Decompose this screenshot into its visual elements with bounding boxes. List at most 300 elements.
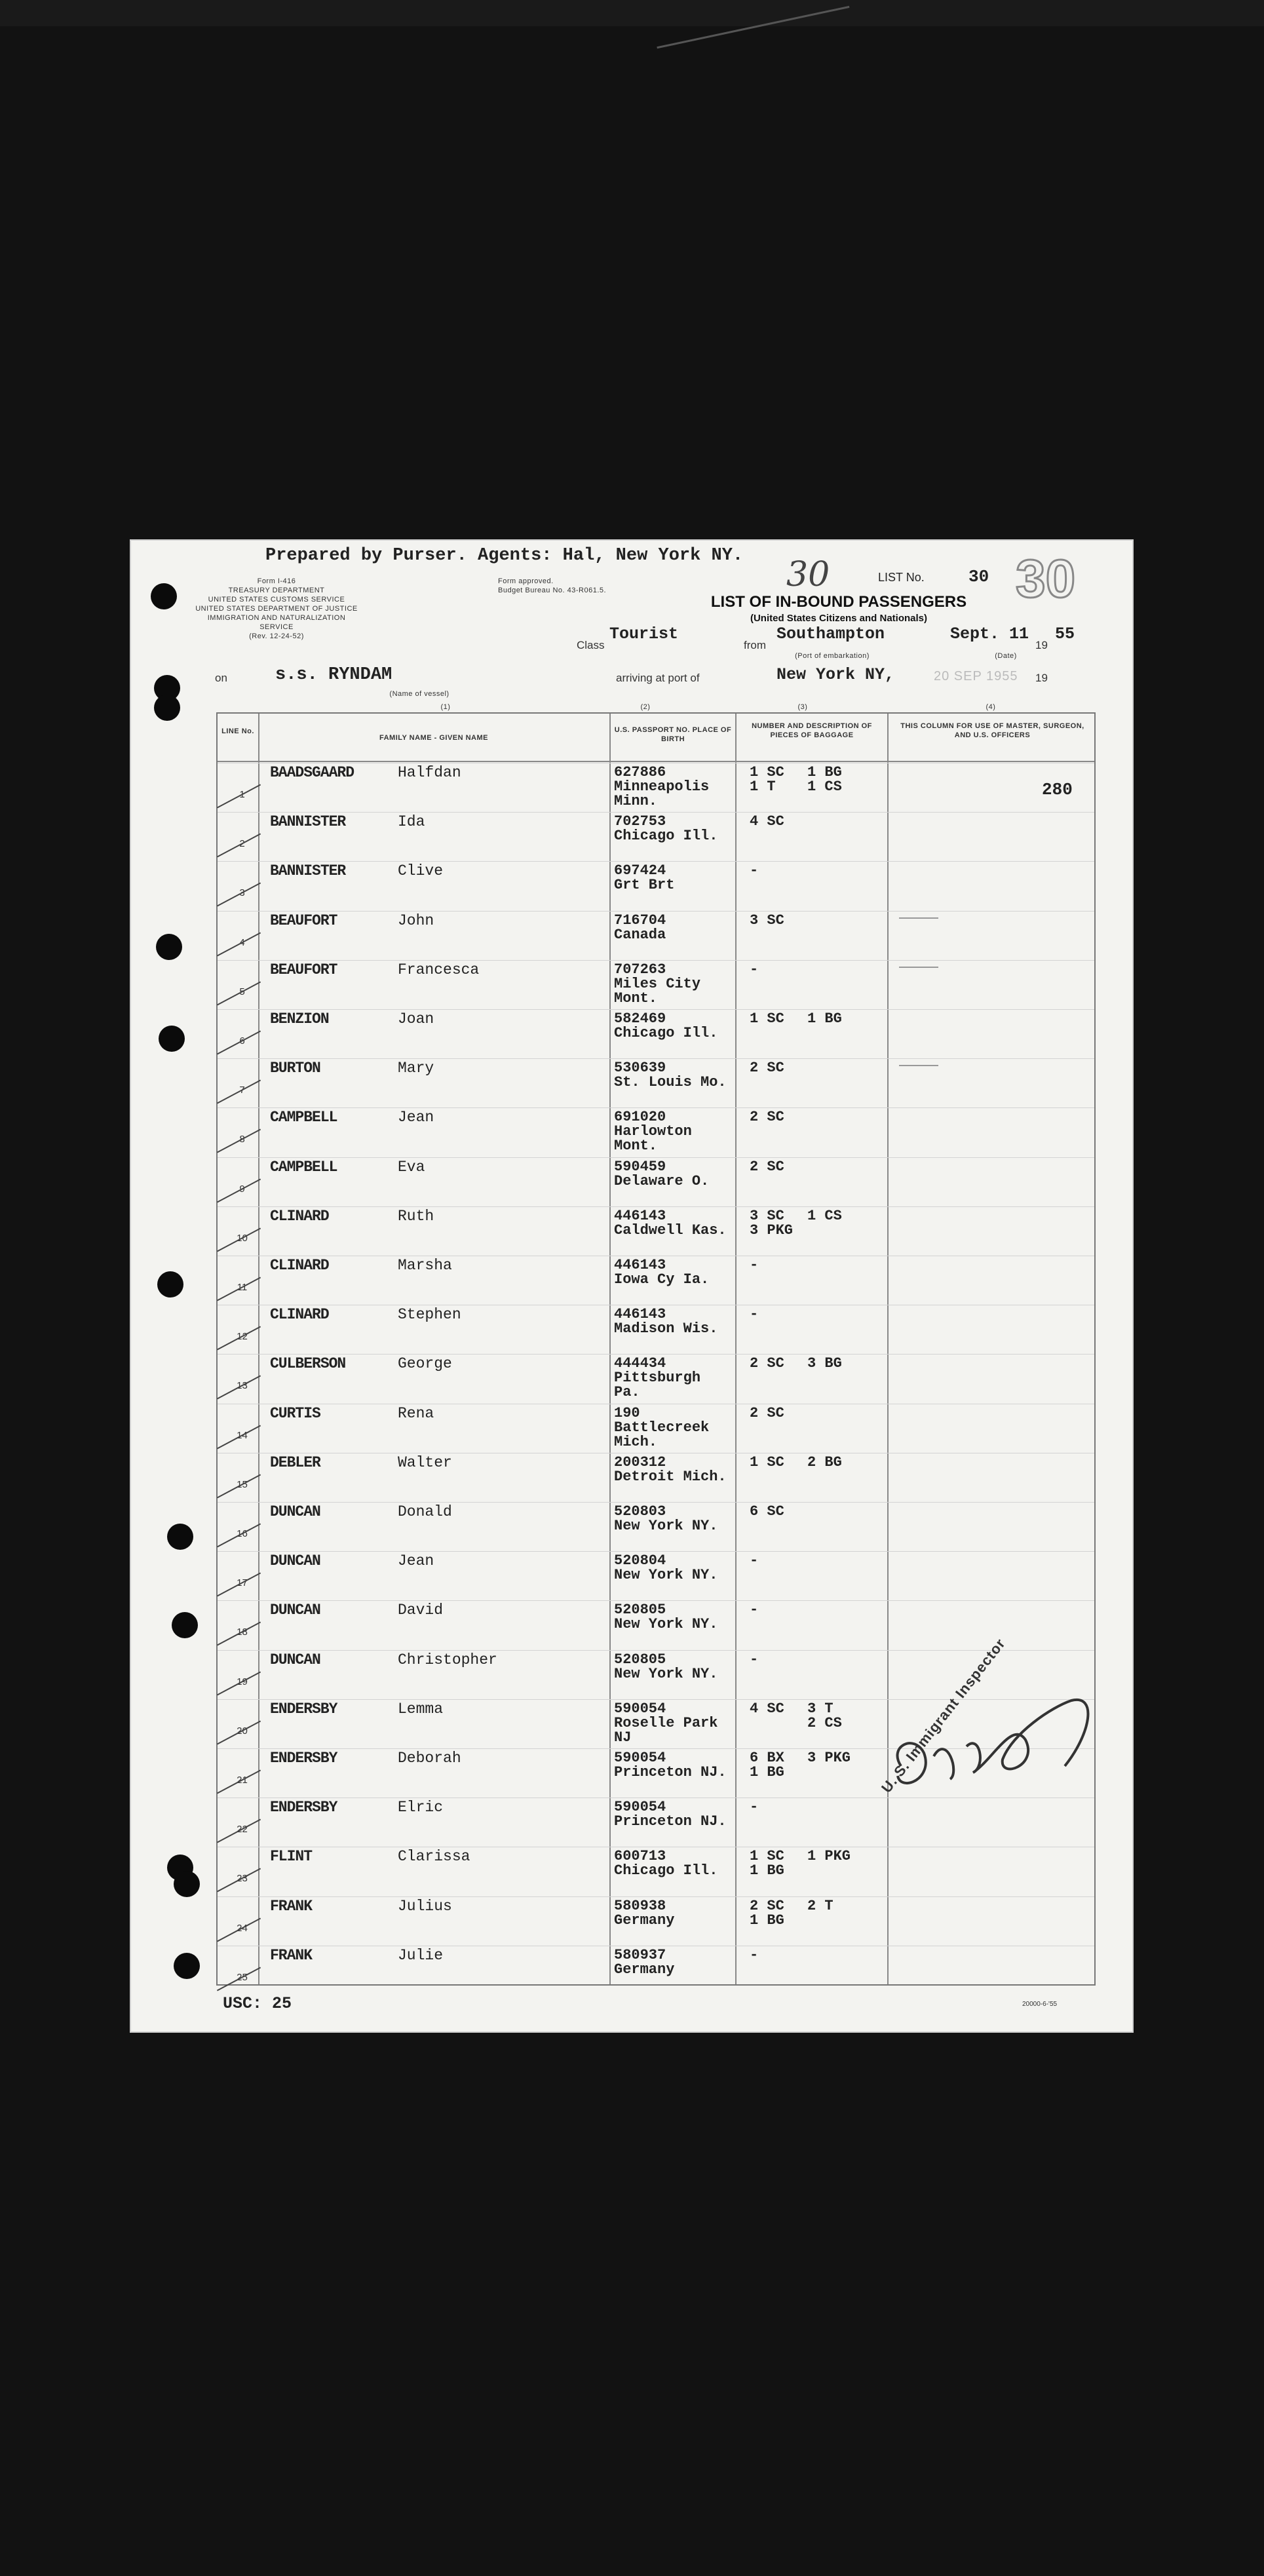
form-line: TREASURY DEPARTMENT xyxy=(228,586,325,594)
given-name: Clarissa xyxy=(398,1848,470,1866)
line-number: 23 xyxy=(237,1873,248,1885)
passport-number: 520803 xyxy=(614,1503,666,1520)
baggage-pieces: 4 SC xyxy=(750,1700,784,1717)
given-name: George xyxy=(398,1355,452,1373)
arriving-label: arriving at port of xyxy=(616,672,700,684)
place-of-birth: Madison Wis. xyxy=(614,1320,718,1337)
form-line: IMMIGRATION AND NATURALIZATION SERVICE xyxy=(207,614,346,631)
check-mark xyxy=(217,981,261,1005)
handwritten-number: 30 xyxy=(786,555,830,594)
baggage-pieces: 3 SC xyxy=(750,912,784,929)
table-row xyxy=(218,1946,1094,1995)
form-line: UNITED STATES DEPARTMENT OF JUSTICE xyxy=(195,605,358,613)
punch-hole xyxy=(172,1612,198,1638)
passport-cell xyxy=(614,1603,732,1632)
pencil-dash xyxy=(899,1065,938,1066)
baggage-pieces: - xyxy=(750,1257,759,1273)
baggage-pieces: - xyxy=(750,1552,759,1569)
row-divider xyxy=(218,1206,1094,1207)
check-mark xyxy=(217,1671,261,1695)
row-divider xyxy=(218,861,1094,862)
given-name: Joan xyxy=(398,1010,434,1028)
baggage-pieces: 1 SC 1 BG xyxy=(750,1848,784,1879)
passport-number: 627886 xyxy=(614,764,666,780)
baggage-pieces-extra: 3 PKG xyxy=(807,1750,851,1766)
passport-number: 702753 xyxy=(614,813,666,830)
given-name: Christopher xyxy=(398,1651,497,1668)
table-row xyxy=(218,1305,1094,1355)
list-no-label: LIST No. xyxy=(878,571,925,584)
line-number: 25 xyxy=(237,1971,248,1983)
given-name: Stephen xyxy=(398,1306,461,1324)
passport-number: 707263 xyxy=(614,961,666,978)
passport-cell xyxy=(614,1160,732,1189)
table-row xyxy=(218,1453,1094,1503)
arrival-date-stamp: 20 SEP 1955 xyxy=(934,669,1018,683)
baggage-pieces: - xyxy=(750,1799,759,1816)
table-row xyxy=(218,861,1094,911)
prepared-by: Prepared by Purser. Agents: Hal, New York NY. xyxy=(265,546,744,566)
baggage-pieces: 2 SC 1 BG xyxy=(750,1897,784,1929)
baggage-pieces: 3 SC 3 PKG xyxy=(750,1207,794,1239)
form-line: (Rev. 12-24-52) xyxy=(249,632,304,640)
family-name: CULBERSON xyxy=(270,1355,346,1373)
baggage-pieces: - xyxy=(750,1651,759,1668)
line-number: 17 xyxy=(237,1577,248,1589)
line-number: 16 xyxy=(237,1528,248,1539)
family-name: DUNCAN xyxy=(270,1651,320,1668)
given-name: John xyxy=(398,912,434,929)
punch-hole xyxy=(174,1953,200,1979)
family-name: DUNCAN xyxy=(270,1552,320,1570)
given-name: Donald xyxy=(398,1503,452,1520)
place-of-birth: Pittsburgh Pa. xyxy=(614,1370,701,1401)
given-name: Julie xyxy=(398,1946,444,1964)
check-mark xyxy=(217,1178,261,1202)
row-divider xyxy=(218,1354,1094,1355)
line-number: 7 xyxy=(239,1085,245,1096)
passport-number: 590054 xyxy=(614,1750,666,1766)
form-line: Form I-416 xyxy=(257,577,296,585)
place-of-birth: New York NY. xyxy=(614,1665,718,1682)
check-mark xyxy=(217,1573,261,1597)
header-officers: THIS COLUMN FOR USE OF MASTER, SURGEON, AND U.S. OFFICERS xyxy=(900,722,1084,739)
place-of-birth: Princeton NJ. xyxy=(614,1764,727,1780)
passport-cell xyxy=(614,815,732,843)
baggage-pieces: 2 SC xyxy=(750,1158,784,1175)
passport-number: 580938 xyxy=(614,1897,666,1914)
line-number: 14 xyxy=(237,1429,248,1441)
given-name: Rena xyxy=(398,1404,434,1422)
punch-hole xyxy=(167,1524,193,1550)
passport-number: 446143 xyxy=(614,1306,666,1323)
line-number: 11 xyxy=(237,1282,248,1293)
passport-number: 520804 xyxy=(614,1552,666,1569)
place-of-birth: Roselle Park NJ xyxy=(614,1714,718,1746)
given-name: Jean xyxy=(398,1109,434,1126)
passport-cell xyxy=(614,913,732,942)
passport-number: 697424 xyxy=(614,862,666,879)
table-row xyxy=(218,1896,1094,1946)
given-name: Jean xyxy=(398,1552,434,1570)
passport-cell xyxy=(614,1702,732,1745)
check-mark xyxy=(217,1031,261,1055)
row-divider xyxy=(218,1551,1094,1552)
form-number: 20000-6-'55 xyxy=(1022,2001,1058,2008)
check-mark xyxy=(217,1917,261,1942)
header-name: FAMILY NAME - GIVEN NAME xyxy=(379,734,489,742)
given-name: Julius xyxy=(398,1897,452,1915)
place-of-birth: Miles City Mont. xyxy=(614,975,701,1007)
passport-cell xyxy=(614,1012,732,1041)
place-of-birth: Chicago Ill. xyxy=(614,1862,718,1879)
family-name: ENDERSBY xyxy=(270,1700,337,1718)
given-name: Walter xyxy=(398,1453,452,1471)
passport-number: 520805 xyxy=(614,1602,666,1619)
check-mark xyxy=(217,1227,261,1252)
passport-cell xyxy=(614,1307,732,1336)
passport-cell xyxy=(614,1849,732,1878)
row-divider xyxy=(218,960,1094,961)
given-name: Clive xyxy=(398,862,444,880)
baggage-pieces-extra: 2 T xyxy=(807,1897,833,1914)
table-row xyxy=(218,1256,1094,1305)
line-number: 22 xyxy=(237,1824,248,1836)
table-row xyxy=(218,1404,1094,1453)
header-divider xyxy=(218,761,1094,762)
line-number: 20 xyxy=(237,1725,248,1737)
passport-cell xyxy=(614,864,732,893)
passport-number: 520805 xyxy=(614,1651,666,1668)
check-mark xyxy=(217,1474,261,1498)
passport-cell xyxy=(614,1554,732,1583)
baggage-pieces: 6 BX 1 BG xyxy=(750,1750,784,1780)
header-passport: U.S. PASSPORT NO. PLACE OF BIRTH xyxy=(614,726,732,743)
family-name: BANNISTER xyxy=(270,813,346,831)
place-of-birth: Chicago Ill. xyxy=(614,1025,718,1041)
date-caption: (Date) xyxy=(995,652,1017,660)
passport-cell xyxy=(614,1406,732,1450)
line-number: 1 xyxy=(239,789,245,800)
check-mark xyxy=(217,1622,261,1646)
place-of-birth: Germany xyxy=(614,1912,675,1929)
place-of-birth: Grt Brt xyxy=(614,877,675,894)
check-mark xyxy=(217,1425,261,1449)
line-number: 5 xyxy=(239,986,245,997)
row-divider xyxy=(218,1502,1094,1503)
baggage-pieces: 2 SC xyxy=(750,1060,784,1077)
place-of-birth: Minneapolis Minn. xyxy=(614,779,710,809)
check-mark xyxy=(217,1277,261,1301)
line-number: 24 xyxy=(237,1922,248,1934)
check-mark xyxy=(217,1524,261,1548)
table-row xyxy=(218,1206,1094,1256)
line-number: 2 xyxy=(239,838,245,850)
family-name: DUNCAN xyxy=(270,1503,320,1520)
passport-number: 530639 xyxy=(614,1060,666,1077)
passport-cell xyxy=(614,1751,732,1780)
check-mark xyxy=(217,1770,261,1794)
pencil-dash xyxy=(899,917,938,919)
table-row xyxy=(218,1107,1094,1157)
check-mark xyxy=(217,932,261,956)
list-no-value: 30 xyxy=(968,567,989,586)
given-name: Deborah xyxy=(398,1750,461,1767)
passport-number: 446143 xyxy=(614,1257,666,1273)
passport-cell xyxy=(614,1258,732,1287)
usc-count: USC: 25 xyxy=(223,1994,292,2013)
given-name: Ruth xyxy=(398,1207,434,1225)
family-name: CURTIS xyxy=(270,1404,320,1422)
check-mark xyxy=(217,1868,261,1893)
passport-number: 590054 xyxy=(614,1700,666,1717)
family-name: CAMPBELL xyxy=(270,1158,337,1176)
passport-number: 446143 xyxy=(614,1207,666,1224)
on-label: on xyxy=(215,672,227,684)
baggage-pieces: - xyxy=(750,961,759,978)
baggage-pieces: 6 SC xyxy=(750,1503,784,1520)
passport-cell xyxy=(614,1356,732,1400)
given-name: Marsha xyxy=(398,1257,452,1274)
place-of-birth: Chicago Ill. xyxy=(614,828,718,845)
table-row xyxy=(218,911,1094,961)
table-row xyxy=(218,1600,1094,1650)
passport-number: 190 xyxy=(614,1404,640,1421)
row-divider xyxy=(218,1896,1094,1897)
passport-cell xyxy=(614,1948,732,1977)
row-divider xyxy=(218,911,1094,912)
header-baggage: NUMBER AND DESCRIPTION OF PIECES OF BAGGAGE xyxy=(752,722,872,739)
family-name: ENDERSBY xyxy=(270,1799,337,1817)
place-of-birth: Detroit Mich. xyxy=(614,1468,727,1485)
passport-cell xyxy=(614,1455,732,1484)
date-value: Sept. 11 xyxy=(950,625,1029,644)
baggage-pieces-extra: 1 BG 1 CS xyxy=(807,764,842,795)
baggage-pieces: 1 SC xyxy=(750,1010,784,1027)
baggage-pieces-extra: 1 CS xyxy=(807,1207,842,1224)
given-name: Ida xyxy=(398,813,425,831)
place-of-birth: Germany xyxy=(614,1961,675,1978)
baggage-pieces-extra: 3 BG xyxy=(807,1355,842,1372)
place-of-birth: Iowa Cy Ia. xyxy=(614,1271,710,1288)
table-row xyxy=(218,1551,1094,1601)
class-label: Class xyxy=(577,639,605,651)
family-name: BANNISTER xyxy=(270,862,346,880)
form-block xyxy=(191,577,362,641)
check-mark xyxy=(217,1967,261,1991)
year-value: 55 xyxy=(1055,625,1075,644)
family-name: DEBLER xyxy=(270,1453,320,1471)
inspector-stamp: U. S. Immigrant Inspector xyxy=(878,1635,1009,1796)
family-name: BURTON xyxy=(270,1060,320,1077)
family-name: CLINARD xyxy=(270,1306,329,1324)
row-divider xyxy=(218,1058,1094,1059)
check-mark xyxy=(217,1375,261,1400)
passport-cell xyxy=(614,1110,732,1153)
check-mark xyxy=(217,1819,261,1843)
line-number: 12 xyxy=(237,1331,248,1343)
manifest-page xyxy=(131,541,1132,2031)
table-row xyxy=(218,1009,1094,1059)
given-name: Elric xyxy=(398,1799,444,1817)
table-row xyxy=(218,960,1094,1010)
family-name: BEAUFORT xyxy=(270,912,337,929)
family-name: CAMPBELL xyxy=(270,1109,337,1126)
punch-hole xyxy=(174,1871,200,1897)
header-line-no: LINE No. xyxy=(221,727,254,735)
baggage-pieces: 4 SC xyxy=(750,813,784,830)
film-edge xyxy=(0,0,1264,26)
place-of-birth: Canada xyxy=(614,926,666,943)
line-number: 13 xyxy=(237,1380,248,1392)
table-row xyxy=(218,812,1094,862)
table-row xyxy=(218,1502,1094,1552)
line-number: 21 xyxy=(237,1775,248,1786)
from-value: Southampton xyxy=(776,625,885,644)
passport-cell xyxy=(614,1800,732,1829)
family-name: FLINT xyxy=(270,1848,313,1866)
vessel-caption: (Name of vessel) xyxy=(389,690,450,698)
passport-number: 691020 xyxy=(614,1109,666,1126)
line-number: 19 xyxy=(237,1676,248,1687)
line-number: 3 xyxy=(239,887,245,899)
place-of-birth: Harlowton Mont. xyxy=(614,1123,692,1155)
column-number: (4) xyxy=(986,703,996,711)
passport-number: 582469 xyxy=(614,1010,666,1027)
table-row xyxy=(218,763,1094,813)
family-name: DUNCAN xyxy=(270,1602,320,1619)
approved-line: Form approved. xyxy=(498,577,554,585)
punch-hole xyxy=(154,695,180,721)
family-name: FRANK xyxy=(270,1897,313,1915)
check-mark xyxy=(217,1326,261,1351)
line-number: 8 xyxy=(239,1134,245,1145)
line-number: 4 xyxy=(239,936,245,948)
arrival-port: New York NY, xyxy=(776,665,895,684)
baggage-pieces-extra: 2 BG xyxy=(807,1453,842,1471)
check-mark xyxy=(217,883,261,907)
passport-number: 716704 xyxy=(614,912,666,929)
baggage-pieces: 2 SC xyxy=(750,1109,784,1126)
passport-cell xyxy=(614,1653,732,1682)
place-of-birth: New York NY. xyxy=(614,1567,718,1584)
family-name: BEAUFORT xyxy=(270,961,337,978)
passport-number: 590459 xyxy=(614,1158,666,1175)
document-subtitle: (United States Citizens and Nationals) xyxy=(750,613,928,624)
approved-line: Budget Bureau No. 43-R061.5. xyxy=(498,586,607,594)
passport-cell xyxy=(614,963,732,1006)
port-embarkation-caption: (Port of embarkation) xyxy=(795,652,870,660)
place-of-birth: New York NY. xyxy=(614,1616,718,1633)
stamped-list-number: 30 xyxy=(1016,549,1076,609)
passport-number: 590054 xyxy=(614,1799,666,1816)
arrival-year-prefix: 19 xyxy=(1035,672,1048,684)
row-divider xyxy=(218,812,1094,813)
vessel-name: s.s. RYNDAM xyxy=(275,665,393,685)
check-mark xyxy=(217,784,261,809)
pencil-dash xyxy=(899,967,938,968)
baggage-pieces-extra: 1 PKG xyxy=(807,1848,851,1865)
place-of-birth: St. Louis Mo. xyxy=(614,1074,727,1091)
baggage-pieces: - xyxy=(750,1306,759,1323)
given-name: Lemma xyxy=(398,1700,444,1718)
baggage-pieces: 1 SC 1 T xyxy=(750,764,784,795)
passport-cell xyxy=(614,1209,732,1238)
family-name: CLINARD xyxy=(270,1207,329,1225)
column-number: (2) xyxy=(640,703,651,711)
place-of-birth: Princeton NJ. xyxy=(614,1813,727,1830)
passport-cell xyxy=(614,1505,732,1533)
punch-hole xyxy=(151,583,177,609)
row-divider xyxy=(218,1107,1094,1108)
passport-number: 200312 xyxy=(614,1453,666,1471)
class-value: Tourist xyxy=(609,625,679,644)
passport-number: 444434 xyxy=(614,1355,666,1372)
given-name: Halfdan xyxy=(398,764,461,781)
check-mark xyxy=(217,1129,261,1153)
line-number: 9 xyxy=(239,1183,245,1195)
column-number: (1) xyxy=(440,703,451,711)
given-name: David xyxy=(398,1602,444,1619)
baggage-pieces: 2 SC xyxy=(750,1404,784,1421)
form-line: UNITED STATES CUSTOMS SERVICE xyxy=(208,596,345,604)
baggage-pieces: - xyxy=(750,1602,759,1619)
passport-number: 600713 xyxy=(614,1848,666,1865)
baggage-pieces: - xyxy=(750,862,759,879)
family-name: CLINARD xyxy=(270,1257,329,1274)
place-of-birth: New York NY. xyxy=(614,1518,718,1534)
punch-hole xyxy=(159,1026,185,1052)
passport-cell xyxy=(614,1061,732,1090)
document-title: LIST OF IN-BOUND PASSENGERS xyxy=(710,593,967,611)
line-number: 6 xyxy=(239,1035,245,1047)
form-approved xyxy=(498,577,642,595)
table-row xyxy=(218,1157,1094,1207)
check-mark xyxy=(217,1080,261,1104)
check-mark xyxy=(217,1720,261,1744)
table-row xyxy=(218,1058,1094,1108)
baggage-pieces-extra: 1 BG xyxy=(807,1010,842,1027)
given-name: Mary xyxy=(398,1060,434,1077)
row-divider xyxy=(218,1009,1094,1010)
baggage-pieces: 1 SC xyxy=(750,1453,784,1471)
table-row xyxy=(218,1847,1094,1896)
passport-number: 580937 xyxy=(614,1946,666,1963)
given-name: Francesca xyxy=(398,961,480,978)
year-prefix: 19 xyxy=(1035,639,1048,651)
baggage-pieces: - xyxy=(750,1946,759,1963)
line-number: 10 xyxy=(237,1232,248,1244)
punch-hole xyxy=(157,1271,183,1298)
column-number: (3) xyxy=(797,703,808,711)
passport-cell xyxy=(614,765,732,809)
place-of-birth: Caldwell Kas. xyxy=(614,1221,727,1239)
line-number: 18 xyxy=(237,1626,248,1638)
family-name: FRANK xyxy=(270,1946,313,1964)
family-name: BENZION xyxy=(270,1010,329,1028)
place-of-birth: Delaware O. xyxy=(614,1172,710,1189)
family-name: BAADSGAARD xyxy=(270,764,354,781)
officer-note: 280 xyxy=(1042,780,1073,799)
given-name: Eva xyxy=(398,1158,425,1176)
family-name: ENDERSBY xyxy=(270,1750,337,1767)
from-label: from xyxy=(744,639,766,651)
row-divider xyxy=(218,1157,1094,1158)
passport-cell xyxy=(614,1899,732,1928)
baggage-pieces-extra: 3 T 2 CS xyxy=(807,1700,842,1731)
place-of-birth: Battlecreek Mich. xyxy=(614,1419,710,1450)
baggage-pieces: 2 SC xyxy=(750,1355,784,1372)
